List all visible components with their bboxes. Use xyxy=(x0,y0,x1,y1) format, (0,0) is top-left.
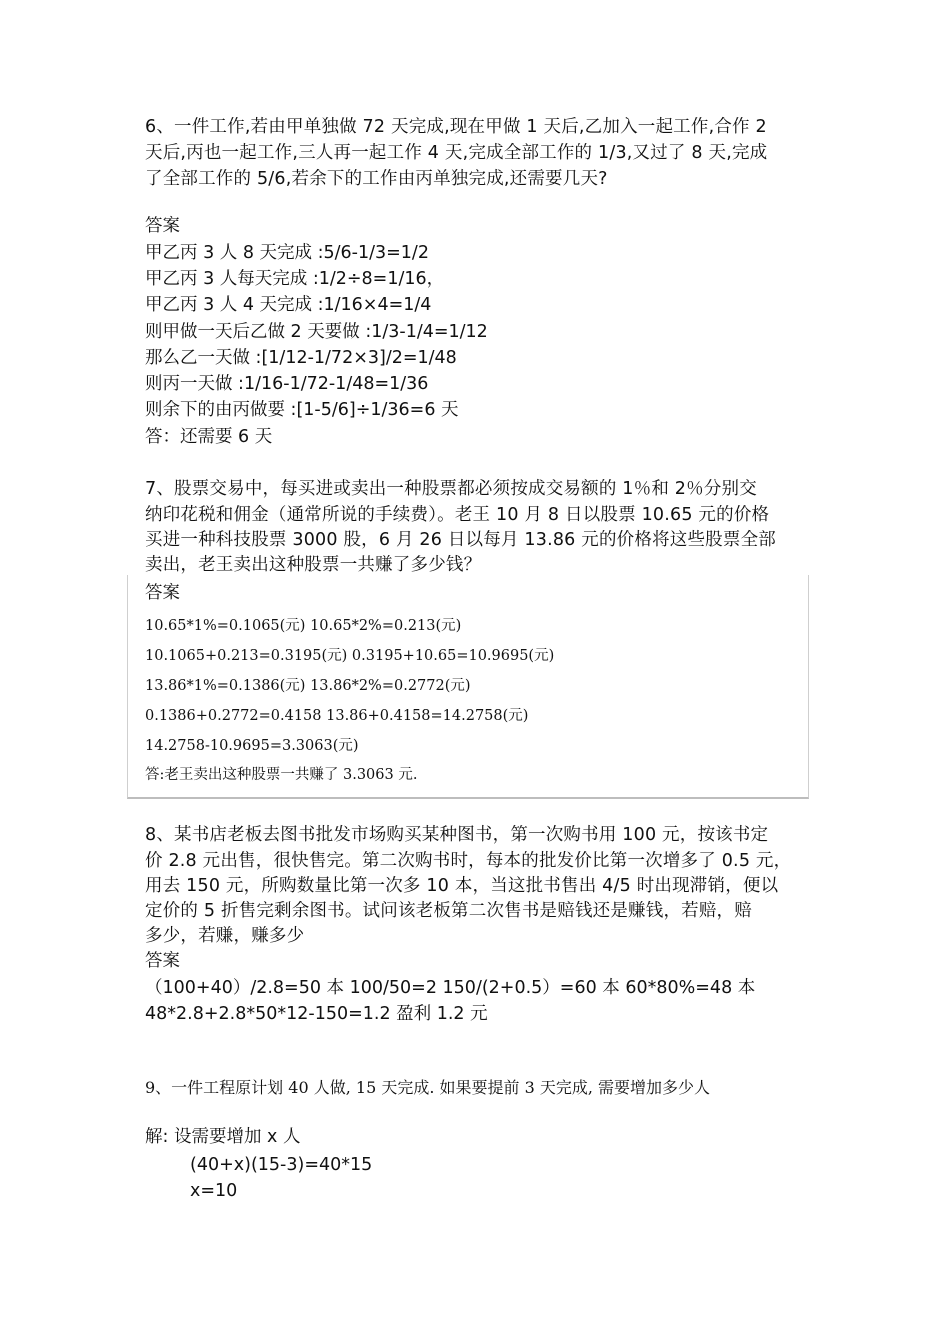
q9-solution-label: 解: 设需要增加 x 人 xyxy=(145,1127,301,1147)
q8-answer-label: 答案 xyxy=(145,951,180,971)
q7-line-3: 买进一种科技股票 3000 股，6 月 26 日以每月 13.86 元的价格将这些股票全部 xyxy=(145,530,776,550)
q6-line-3: 了全部工作的 5/6,若余下的工作由丙单独完成,还需要几天? xyxy=(145,169,608,189)
q9-solution-line: x=10 xyxy=(190,1181,238,1201)
q7-answer-line: 答:老王卖出这种股票一共赚了 3.3063 元. xyxy=(145,767,418,783)
q8-answer-line: 48*2.8+2.8*50*12-150=1.2 盈利 1.2 元 xyxy=(145,1004,488,1024)
q6-answer-line: 则甲做一天后乙做 2 天要做 :1/3-1/4=1/12 xyxy=(145,322,488,342)
q7-answer-line: 0.1386+0.2772=0.4158 13.86+0.4158=14.2758(元) xyxy=(145,708,529,724)
q8-line-2: 价 2.8 元出售，很快售完。第二次购书时，每本的批发价比第一次增多了 0.5 元， xyxy=(145,851,792,871)
q6-answer-line: 甲乙丙 3 人 8 天完成 :5/6-1/3=1/2 xyxy=(145,243,429,263)
q7-answer-line: 14.2758-10.9695=3.3063(元) xyxy=(145,738,359,754)
q7-answer-line: 10.65*1%=0.1065(元) 10.65*2%=0.213(元) xyxy=(145,618,462,634)
q8-answer-line: （100+40）/2.8=50 本 100/50=2 150/(2+0.5）=60 本 60*80%=48 本 xyxy=(145,978,756,998)
q7-line-1: 7、股票交易中，每买进或卖出一种股票都必须按成交易额的 1％和 2％分别交 xyxy=(145,479,757,499)
q6-answer-line: 甲乙丙 3 人 4 天完成 :1/16×4=1/4 xyxy=(145,295,432,315)
q6-line-1: 6、一件工作,若由甲单独做 72 天完成,现在甲做 1 天后,乙加入一起工作,合作 2 xyxy=(145,117,767,137)
q7-answer-line: 13.86*1%=0.1386(元) 13.86*2%=0.2772(元) xyxy=(145,678,471,694)
q6-answer-line: 答：还需要 6 天 xyxy=(145,427,273,447)
q7-line-2: 纳印花税和佣金（通常所说的手续费）。老王 10 月 8 日以股票 10.65 元的价格 xyxy=(145,505,770,525)
q9-solution-line: (40+x)(15-3)=40*15 xyxy=(190,1155,373,1175)
q7-answer-line: 10.1065+0.213=0.3195(元) 0.3195+10.65=10.9695(元) xyxy=(145,648,555,664)
q8-line-5: 多少，若赚，赚多少 xyxy=(145,926,305,946)
q6-answer-line: 那么乙一天做 :[1/12-1/72×3]/2=1/48 xyxy=(145,348,457,368)
q9-question: 9、一件工程原计划 40 人做, 15 天完成. 如果要提前 3 天完成, 需要增加多少人 xyxy=(145,1078,711,1097)
q6-answer-line: 则余下的由丙做要 :[1-5/6]÷1/36=6 天 xyxy=(145,400,459,420)
q6-line-2: 天后,丙也一起工作,三人再一起工作 4 天,完成全部工作的 1/3,又过了 8 天,完成 xyxy=(145,143,768,163)
q6-answer-line: 甲乙丙 3 人每天完成 :1/2÷8=1/16， xyxy=(145,269,445,289)
q7-line-4: 卖出，老王卖出这种股票一共赚了多少钱？ xyxy=(145,555,482,575)
q8-line-4: 定价的 5 折售完剩余图书。试问该老板第二次售书是赔钱还是赚钱，若赔，赔 xyxy=(145,901,752,921)
q6-answer-line: 则丙一天做 :1/16-1/72-1/48=1/36 xyxy=(145,374,429,394)
q6-answer-label: 答案 xyxy=(145,216,180,236)
q8-line-1: 8、某书店老板去图书批发市场购买某种图书，第一次购书用 100 元，按该书定 xyxy=(145,825,769,845)
q7-answer-label: 答案 xyxy=(145,583,180,603)
q8-line-3: 用去 150 元，所购数量比第一次多 10 本，当这批书售出 4/5 时出现滞销，便以 xyxy=(145,876,779,896)
